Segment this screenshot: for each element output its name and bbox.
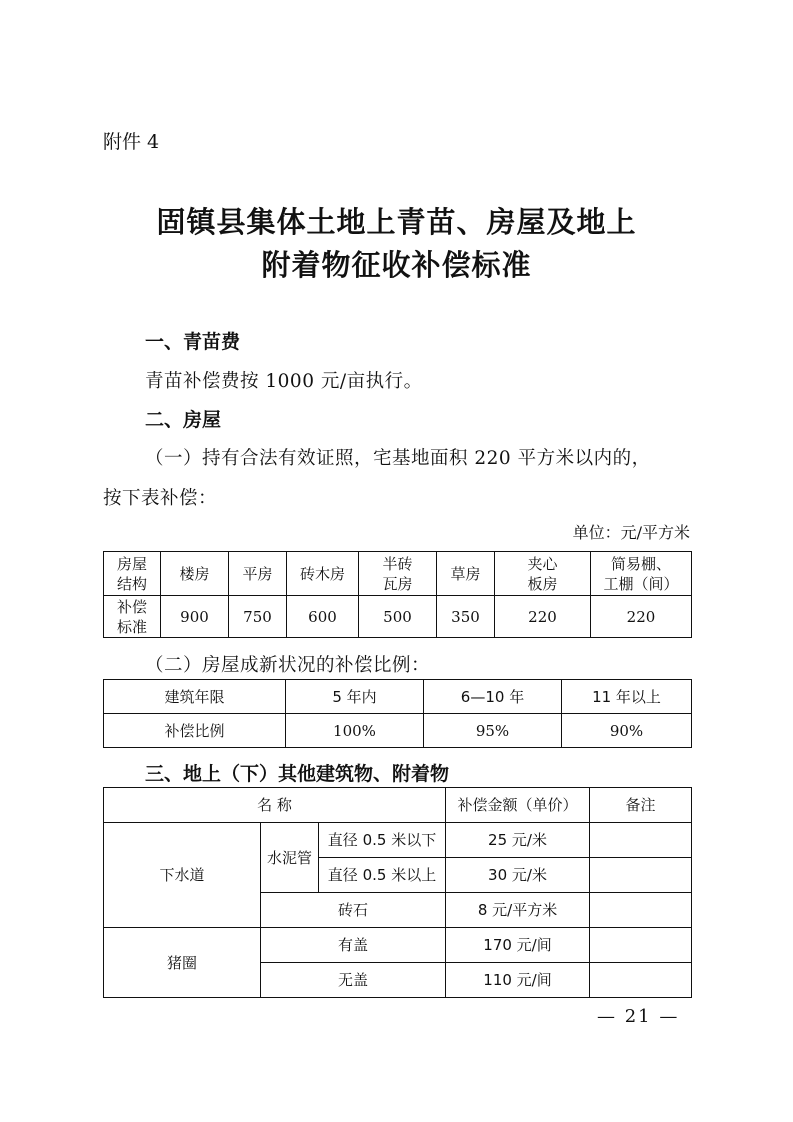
table-header-cell: 6—10 年 bbox=[424, 680, 562, 714]
table-header-row bbox=[104, 788, 692, 823]
section2-heading: 二、房屋 bbox=[145, 409, 222, 431]
section2-paragraph2: （二）房屋成新状况的补偿比例： bbox=[145, 655, 431, 676]
attachment-label: 附件 4 bbox=[103, 131, 160, 153]
table-cell: 直径 0.5 米以下 bbox=[319, 823, 446, 858]
table-row bbox=[104, 714, 692, 748]
section2-paragraph1-line2: 按下表补偿： bbox=[103, 488, 218, 509]
table-cell: 无盖 bbox=[261, 963, 446, 998]
table-header-row bbox=[104, 552, 692, 596]
table-cell bbox=[590, 823, 692, 858]
table-row bbox=[104, 823, 692, 858]
depreciation-ratio-table bbox=[103, 679, 692, 748]
table-header-cell: 草房 bbox=[437, 552, 495, 596]
document-title-line2: 附着物征收补偿标准 bbox=[261, 248, 532, 282]
table-row bbox=[104, 596, 692, 638]
table-cell: 25 元/米 bbox=[446, 823, 590, 858]
table-cell: 750 bbox=[229, 596, 287, 638]
table-row bbox=[104, 928, 692, 963]
table-header-cell: 5 年内 bbox=[286, 680, 424, 714]
table-header-cell: 名 称 bbox=[104, 788, 446, 823]
section3-heading: 三、地上（下）其他建筑物、附着物 bbox=[145, 763, 450, 785]
table-cell: 220 bbox=[495, 596, 591, 638]
table-header-cell: 补偿金额（单价） bbox=[446, 788, 590, 823]
table-group-label: 猪圈 bbox=[104, 928, 261, 998]
table-header-cell: 建筑年限 bbox=[104, 680, 286, 714]
table-cell: 90% bbox=[562, 714, 692, 748]
other-structures-table bbox=[103, 787, 692, 998]
table-cell: 8 元/平方米 bbox=[446, 893, 590, 928]
table-header-cell: 半砖 瓦房 bbox=[359, 552, 437, 596]
table-cell: 600 bbox=[287, 596, 359, 638]
table-cell: 350 bbox=[437, 596, 495, 638]
table-cell: 170 元/间 bbox=[446, 928, 590, 963]
section1-heading: 一、青苗费 bbox=[145, 331, 241, 353]
table-header-cell: 房屋 结构 bbox=[104, 552, 161, 596]
table-header-cell: 夹心 板房 bbox=[495, 552, 591, 596]
table-cell: 砖石 bbox=[261, 893, 446, 928]
house-compensation-table bbox=[103, 551, 692, 638]
table-header-cell: 平房 bbox=[229, 552, 287, 596]
table-subgroup-label: 水泥管 bbox=[261, 823, 319, 893]
table-cell bbox=[590, 963, 692, 998]
table-cell: 95% bbox=[424, 714, 562, 748]
table-cell: 30 元/米 bbox=[446, 858, 590, 893]
table-cell: 有盖 bbox=[261, 928, 446, 963]
table-group-label: 下水道 bbox=[104, 823, 261, 928]
document-title-line1: 固镇县集体土地上青苗、房屋及地上 bbox=[156, 205, 637, 239]
table-header-cell: 备注 bbox=[590, 788, 692, 823]
table-cell bbox=[590, 893, 692, 928]
page-number: — 21 — bbox=[597, 1006, 680, 1027]
unit-label: 单位：元/平方米 bbox=[572, 523, 690, 542]
section1-text: 青苗补偿费按 1000 元/亩执行。 bbox=[145, 371, 423, 392]
table-header-cell: 楼房 bbox=[161, 552, 229, 596]
table-cell: 100% bbox=[286, 714, 424, 748]
table-cell: 110 元/间 bbox=[446, 963, 590, 998]
table-cell: 900 bbox=[161, 596, 229, 638]
table-header-cell: 砖木房 bbox=[287, 552, 359, 596]
section2-paragraph1-line1: （一）持有合法有效证照，宅基地面积 220 平方米以内的， bbox=[145, 448, 651, 469]
table-cell: 直径 0.5 米以上 bbox=[319, 858, 446, 893]
table-header-row bbox=[104, 680, 692, 714]
table-row-label: 补偿比例 bbox=[104, 714, 286, 748]
table-cell bbox=[590, 858, 692, 893]
table-row-label: 补偿 标准 bbox=[104, 596, 161, 638]
table-cell: 220 bbox=[591, 596, 692, 638]
table-header-cell: 简易棚、 工棚（间） bbox=[591, 552, 692, 596]
table-cell bbox=[590, 928, 692, 963]
table-header-cell: 11 年以上 bbox=[562, 680, 692, 714]
table-cell: 500 bbox=[359, 596, 437, 638]
